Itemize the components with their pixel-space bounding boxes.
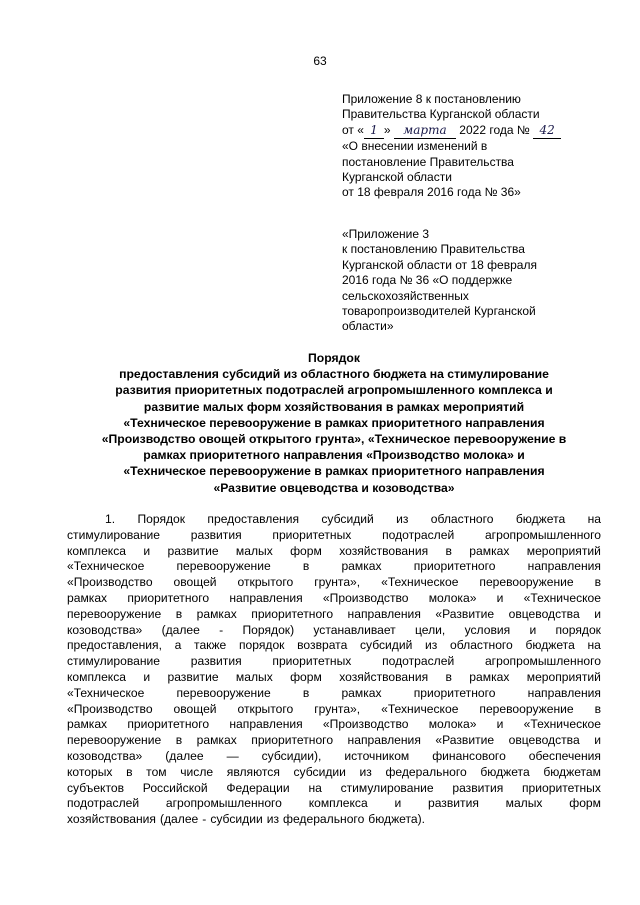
- word: мероприятий: [526, 669, 601, 684]
- word: стимулирование: [67, 654, 161, 669]
- word: рамках: [67, 590, 108, 605]
- annex-8-line: Приложение 8 к постановлению: [342, 92, 521, 106]
- annex-8-line: постановление Правительства: [342, 154, 514, 169]
- annex-3-header: [342, 227, 612, 335]
- word: «Техническое: [67, 559, 145, 574]
- paragraph-line: [67, 702, 601, 718]
- annex-3-line: 2016 года № 36 «О поддержке: [342, 273, 513, 288]
- word: подотраслей: [67, 796, 140, 811]
- word: хозяйствования: [339, 543, 429, 558]
- word: перевооружение: [67, 733, 162, 748]
- word: приоритетного: [251, 606, 334, 621]
- handwritten-number: 42: [533, 123, 561, 139]
- word: возврата: [297, 638, 348, 653]
- paragraph-line: [67, 544, 601, 560]
- word: из: [359, 764, 372, 779]
- word: субсидий: [359, 638, 413, 653]
- word: приоритетных: [522, 780, 601, 795]
- paragraph-line: [67, 733, 601, 749]
- word: и: [594, 733, 601, 748]
- title-line: предоставления субсидий из областного бюджета на стимулирование: [119, 367, 549, 382]
- annex-3-line: «Приложение 3: [342, 227, 430, 241]
- handwritten-month: марта: [394, 123, 456, 139]
- word: развития: [190, 527, 242, 542]
- page-number: 63: [313, 54, 327, 68]
- word: перевооружение: [176, 559, 271, 574]
- title-line: развития приоритетных подотраслей агропромышленного комплекса и: [115, 383, 553, 398]
- word: хозяйствования: [339, 669, 429, 684]
- word: стимулирование: [67, 527, 161, 542]
- word: агропромышленного: [165, 796, 282, 811]
- word: (далее: [159, 812, 199, 827]
- word: молока»: [428, 590, 477, 605]
- word: перевооружение: [176, 685, 271, 700]
- word: субсидии: [293, 764, 346, 779]
- paragraph-line: [67, 638, 601, 654]
- word: подотраслей: [382, 527, 455, 542]
- annex-8-line: Правительства Курганской области: [342, 107, 540, 122]
- word: которых: [67, 764, 113, 779]
- word: на: [308, 780, 322, 795]
- word: —: [226, 748, 239, 763]
- document-title: [60, 350, 608, 496]
- word: «Техническое: [381, 575, 459, 590]
- word: развития: [452, 780, 504, 795]
- title-line: «Техническое перевооружение в рамках приоритетного направления: [123, 464, 545, 479]
- word: финансового: [432, 748, 506, 763]
- word: приоритетных: [272, 654, 352, 669]
- word: бюджета: [525, 638, 575, 653]
- paragraph-line: [67, 591, 601, 607]
- word: также: [194, 638, 227, 653]
- word: комплекса: [67, 543, 126, 558]
- word: «Производство: [67, 701, 153, 716]
- word: «Техническое: [381, 701, 459, 716]
- word: овощей: [173, 575, 217, 590]
- word: субсидии: [210, 812, 263, 827]
- word: открытого: [237, 575, 294, 590]
- word: рамках: [469, 543, 510, 558]
- word: в: [302, 685, 310, 700]
- word: перевооружение: [479, 575, 574, 590]
- word: овощей: [173, 701, 217, 716]
- word: в: [175, 606, 183, 621]
- word: мероприятий: [526, 543, 601, 558]
- word: развитие: [167, 669, 219, 684]
- word: «Производство: [322, 590, 409, 605]
- word: приоритетного: [251, 733, 334, 748]
- word: направления: [527, 685, 601, 700]
- word: хозяйствования: [67, 812, 156, 827]
- word: рамках: [341, 559, 382, 574]
- date-year: 2022 года №: [459, 122, 530, 137]
- word: предоставления,: [67, 638, 162, 653]
- word: на: [587, 638, 601, 653]
- word: в: [445, 543, 452, 558]
- word: а: [174, 638, 182, 653]
- word: Федерации: [226, 780, 290, 795]
- handwritten-day: 1: [364, 123, 384, 139]
- word: малых: [235, 543, 273, 558]
- title-line: «Производство овощей открытого грунта», «Техническое перевооружение в: [101, 432, 567, 447]
- word: и: [143, 669, 151, 684]
- word: цели,: [415, 622, 446, 637]
- word: субъектов: [67, 780, 125, 795]
- paragraph-line: [67, 686, 601, 702]
- word: направления: [527, 559, 601, 574]
- word: агропромышленного: [484, 654, 601, 669]
- word: и: [394, 796, 402, 811]
- quote-close: »: [383, 122, 391, 137]
- word: областного: [430, 512, 494, 526]
- word: -: [202, 812, 207, 827]
- annex-8-line: «О внесении изменений в: [342, 139, 488, 154]
- word: рамках: [67, 717, 108, 732]
- word: «Развитие: [435, 606, 495, 621]
- word: направления: [347, 733, 421, 748]
- word: «Производство: [67, 575, 153, 590]
- paragraph-line: [67, 670, 601, 686]
- word: «Техническое: [523, 590, 601, 605]
- word: подотраслей: [382, 654, 455, 669]
- word: грунта»,: [314, 701, 361, 716]
- annex-8-line: от 18 февраля 2016 года № 36»: [342, 185, 521, 200]
- annex-8-header: [342, 92, 612, 201]
- word: направления: [347, 606, 421, 621]
- paragraph-line: [67, 717, 601, 733]
- word: (далее: [165, 748, 204, 763]
- word: развитие: [167, 543, 219, 558]
- word: числе: [180, 764, 214, 779]
- word: федерального: [283, 812, 365, 827]
- annex-8-date-line: [342, 123, 612, 139]
- word: в: [594, 701, 601, 716]
- paragraph-line: [67, 512, 601, 528]
- word: субсидии),: [261, 748, 322, 763]
- word: и: [529, 622, 537, 637]
- word: в: [445, 669, 452, 684]
- word: приоритетных: [272, 527, 352, 542]
- word: грунта»,: [314, 575, 361, 590]
- word: малых: [505, 796, 543, 811]
- word: в: [175, 733, 183, 748]
- word: федерального: [385, 764, 467, 779]
- paragraph-line: [67, 623, 601, 639]
- word: Российской: [142, 780, 208, 795]
- paragraph-line: [67, 575, 601, 591]
- word: том: [146, 764, 167, 779]
- word: овцеводства: [508, 606, 580, 621]
- paragraph-line: [67, 559, 601, 575]
- word: из: [425, 638, 438, 653]
- word: являются: [226, 764, 280, 779]
- paragraph-line: [67, 765, 601, 781]
- word: «Техническое: [523, 717, 601, 732]
- word: развития: [427, 796, 479, 811]
- word: рамках: [196, 606, 237, 621]
- word: форм: [569, 796, 601, 811]
- word: козоводства»: [67, 748, 143, 763]
- word: из: [266, 812, 280, 827]
- word: направления: [229, 717, 303, 732]
- word: рамках: [469, 669, 510, 684]
- word: приоритетного: [413, 685, 496, 700]
- word: козоводства»: [67, 622, 143, 637]
- word: малых: [235, 669, 273, 684]
- word: областного: [450, 638, 513, 653]
- annex-3-line: товаропроизводителей Курганской: [342, 304, 536, 319]
- title-line: «Развитие овцеводства и козоводства»: [213, 480, 455, 495]
- paragraph-line: [67, 812, 601, 828]
- word: устанавливает: [313, 622, 396, 637]
- word: овцеводства: [508, 733, 580, 748]
- word: предоставления: [207, 512, 300, 526]
- annex-3-line: к постановлению Правительства: [342, 242, 525, 257]
- word: бюджетам: [543, 764, 601, 779]
- paragraph-1: [67, 512, 601, 828]
- word: в: [594, 575, 601, 590]
- paragraph-line: [67, 781, 601, 797]
- word: Порядок: [137, 512, 186, 526]
- title-line: развитие малых форм хозяйствования в рамках мероприятий: [143, 399, 525, 414]
- word: направления: [229, 590, 303, 605]
- annex-3-line: области»: [342, 319, 394, 334]
- word: молока»: [428, 717, 477, 732]
- word: и: [496, 717, 504, 732]
- word: рамках: [341, 685, 382, 700]
- title-heading: Порядок: [308, 351, 360, 365]
- word: открытого: [237, 701, 294, 716]
- word: порядок: [555, 622, 601, 637]
- word: и: [594, 606, 601, 621]
- word: форм: [290, 543, 322, 558]
- annex-8-line: Курганской области: [342, 170, 452, 185]
- word: приоритетного: [127, 590, 210, 605]
- word: условия: [464, 622, 511, 637]
- word: и: [496, 590, 504, 605]
- word: «Развитие: [435, 733, 495, 748]
- paragraph-line: [67, 607, 601, 623]
- word: комплекса: [67, 669, 126, 684]
- annex-3-line: сельскохозяйственных: [342, 288, 469, 303]
- word: агропромышленного: [484, 527, 601, 542]
- paragraph-line: [67, 749, 601, 765]
- paragraph-line: [67, 528, 601, 544]
- word: перевооружение: [67, 606, 162, 621]
- word: комплекса: [308, 796, 368, 811]
- word: источником: [344, 748, 410, 763]
- word: бюджета).: [368, 812, 426, 827]
- word: приоритетного: [413, 559, 496, 574]
- word: «Техническое: [67, 685, 145, 700]
- paragraph-line: [67, 796, 601, 812]
- word: обеспечения: [528, 748, 601, 763]
- annex-3-line: Курганской области от 18 февраля: [342, 257, 537, 272]
- word: стимулирование: [340, 780, 434, 795]
- word: в: [126, 764, 133, 779]
- word: развития: [190, 654, 242, 669]
- word: бюджета: [480, 764, 530, 779]
- word: рамках: [196, 733, 237, 748]
- word: и: [143, 543, 151, 558]
- word: -: [219, 622, 224, 637]
- title-line: рамках приоритетного направления «Производство молока» и: [143, 448, 525, 463]
- word: Порядок): [242, 622, 295, 637]
- title-line: «Техническое перевооружение в рамках приоритетного направления: [123, 415, 545, 430]
- word: «Производство: [322, 717, 409, 732]
- word: 1.: [105, 512, 116, 526]
- word: субсидий: [321, 512, 374, 526]
- word: в: [302, 559, 310, 574]
- word: форм: [290, 669, 322, 684]
- word: порядок: [238, 638, 285, 653]
- word: приоритетного: [127, 717, 210, 732]
- paragraph-line: [67, 654, 601, 670]
- word: перевооружение: [479, 701, 574, 716]
- date-prefix: от «: [342, 122, 364, 137]
- word: (далее: [161, 622, 200, 637]
- word: из: [396, 512, 409, 526]
- word: бюджета: [515, 512, 566, 526]
- word: на: [587, 512, 601, 526]
